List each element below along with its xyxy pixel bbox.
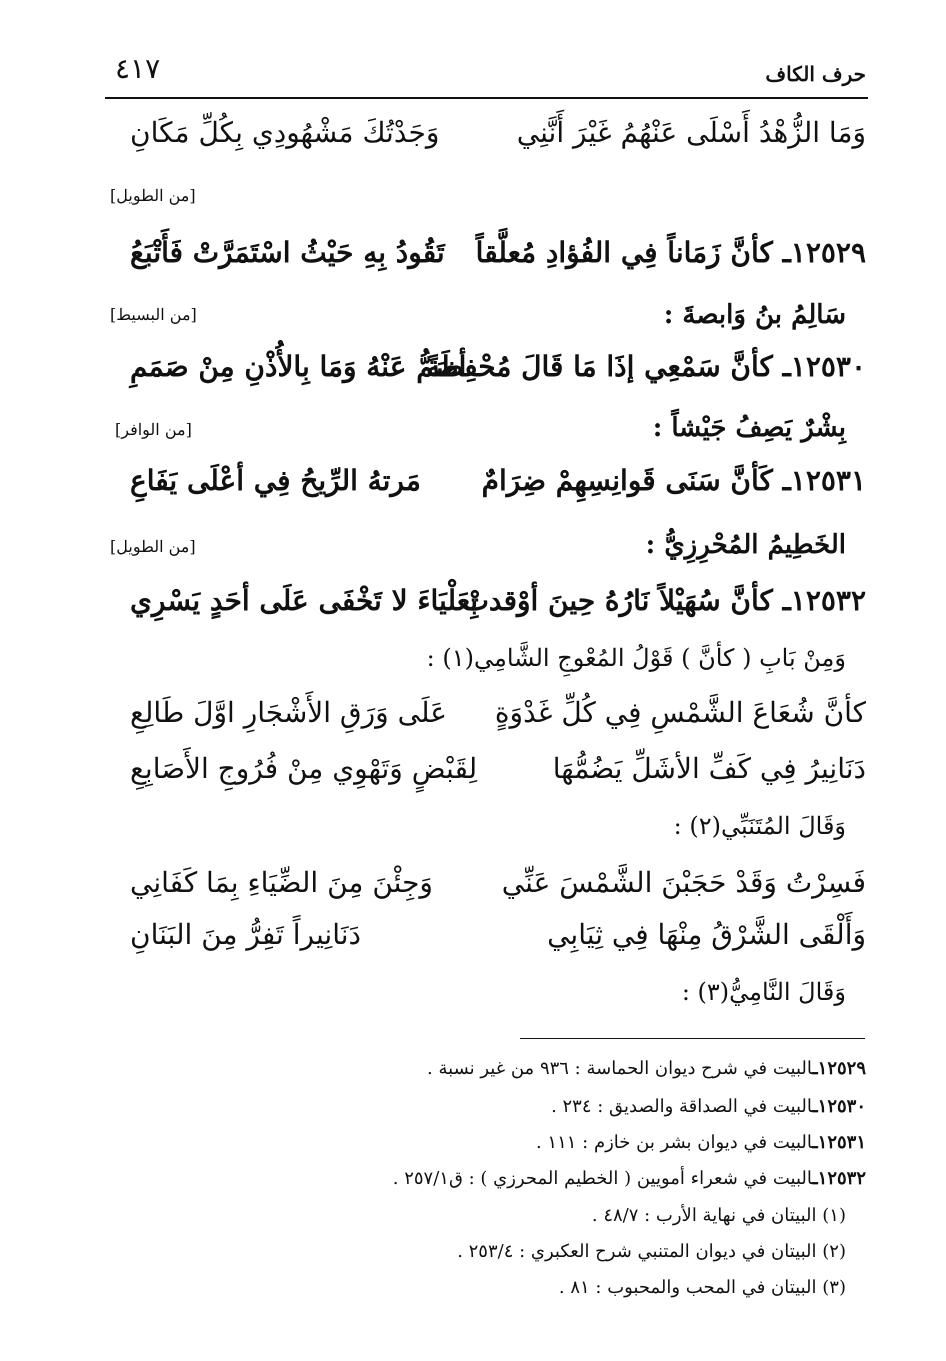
verse-line	[120, 752, 866, 802]
hemistich-first	[463, 584, 866, 617]
header-rule	[105, 97, 868, 99]
verse-line	[120, 464, 866, 514]
meter-label: [من الطويل]	[110, 537, 196, 556]
hemistich-second: عَلَى وَرَقِ الأَشْجَارِ اوَّلَ طَالِعِ	[130, 696, 447, 729]
chapter-title: حرف الكاف	[765, 62, 866, 86]
hemistich-text: كأنَّ سَمْعِي إذَا مَا قَالَ مُحْفِظَةً	[426, 350, 773, 383]
footnote	[551, 1096, 866, 1117]
verse-line	[120, 584, 866, 634]
hemistich-text: كأنَّ زَمَاناً فِي الفُؤادِ مُعلَّقاً	[475, 236, 773, 269]
verse-line	[120, 918, 866, 968]
verse-line	[120, 866, 866, 916]
footnote	[427, 1058, 866, 1079]
footnote	[536, 1132, 866, 1153]
hemistich-first: وَمَا الزُّهْدُ أَسْلَى عَنْهُمُ غَيْرَ أَنَّنِي	[516, 116, 866, 149]
hemistich-text: كأنَّ سُهَيْلاً نَارُهُ حِينَ أوْقدتْ	[462, 584, 773, 617]
hemistich-second: أصَمُّ عَنْهُ وَمَا بِالأُذْنِ مِنْ صَمَمِ	[130, 350, 467, 383]
section-intro: وَقَالَ النَّامِيُّ(٣) :	[681, 978, 846, 1006]
poet-name: سَالِمُ بنُ وَابصةَ :	[663, 300, 846, 330]
footnote-text: البيتان في المحب والمحبوب : ٨١ .	[558, 1277, 817, 1298]
footnote-text: البيت في شرح ديوان الحماسة : ٩٣٦ من غير نسبة .	[427, 1058, 813, 1079]
verse-line	[120, 696, 866, 746]
footnote-text: البيتان في نهاية الأرب : ٤٨/٧ .	[591, 1205, 817, 1226]
footnote-text: البيت في شعراء أمويين ( الخطيم المحرزي ) : ق٢٥٧/١ .	[392, 1168, 813, 1189]
footnote-text: البيت في ديوان بشر بن خازم : ١١١ .	[535, 1132, 813, 1153]
section-intro: وَقَالَ المُتَنَبِّي(٢) :	[673, 812, 846, 840]
footnote-number: (٢)	[822, 1241, 846, 1262]
footnote	[457, 1241, 846, 1262]
hemistich-first	[426, 350, 866, 383]
footnote-rule	[520, 1038, 865, 1039]
hemistich-first	[476, 236, 866, 269]
footnote	[559, 1277, 846, 1298]
poet-name: الخَطِيمُ المُحْرِزِيُّ :	[645, 530, 846, 560]
meter-label: [من الطويل]	[110, 186, 196, 205]
hemistich-second: دَنَانِيراً تَفِرُّ مِنَ البَنَانِ	[130, 918, 361, 951]
footnote-number: ١٢٥٣٠ـ	[812, 1096, 866, 1117]
hemistich-first: وَأَلْقَى الشَّرْقُ مِنْهَا فِي ثِيَابِي	[547, 918, 866, 951]
footnote-text: البيتان في ديوان المتنبي شرح العكبري : ٢٥٣/٤ .	[457, 1241, 817, 1262]
hemistich-second: بِعَلْيَاءَ لا تَخْفَى عَلَى أحَدٍ يَسْرِي	[130, 584, 479, 617]
footnote-number: ١٢٥٢٩ـ	[812, 1058, 866, 1079]
footnote-number: ١٢٥٣٢ـ	[812, 1168, 866, 1189]
hemistich-second: مَرتهُ الرِّيحُ فِي أعْلَى يَفَاعِ	[130, 464, 421, 497]
verse-line	[120, 350, 866, 400]
hemistich-text: كَأنَّ سَنَى قَوانِسِهِمْ ضِرَامٌ	[481, 464, 773, 497]
hemistich-second: وَجِئْنَ مِنَ الضِّيَاءِ بِمَا كَفَانِي	[130, 866, 433, 899]
meter-label: [من الوافر]	[115, 420, 192, 439]
verse-number: ١٢٥٣٢ـ	[782, 584, 866, 617]
footnote	[592, 1205, 846, 1226]
hemistich-first: دَنَانِيرُ فِي كَفِّ الأشَلِّ يَضُمُّهَا	[552, 752, 866, 785]
hemistich-first: فَسِرْتُ وَقَدْ حَجَبْنَ الشَّمْسَ عَنِّي	[501, 866, 866, 899]
verse-line	[120, 236, 866, 286]
verse-number: ١٢٥٢٩ـ	[782, 236, 866, 269]
footnote-number: ١٢٥٣١ـ	[812, 1132, 866, 1153]
page-number: ٤١٧	[115, 52, 161, 85]
footnote-text: البيت في الصداقة والصديق : ٢٣٤ .	[551, 1096, 813, 1117]
section-intro: وَمِنْ بَابِ ( كأنَّ ) قَوْلُ المُعْوجِ الشَّامِي(١) :	[426, 644, 846, 672]
meter-label: [من البسيط]	[110, 305, 197, 324]
hemistich-second: وَجَدْتُكَ مَشْهُودِي بِكُلِّ مَكَانِ	[130, 116, 440, 149]
hemistich-second: لِقَبْضٍ وَتَهْوِي مِنْ فُرُوجِ الأَصَابِعِ	[130, 752, 478, 785]
footnote	[393, 1168, 866, 1189]
verse-line	[120, 116, 866, 166]
hemistich-first: كأنَّ شُعَاعَ الشَّمْسِ فِي كُلِّ غَدْوَةٍ	[494, 696, 866, 729]
hemistich-first	[482, 464, 866, 497]
footnote-number: (٣)	[822, 1277, 846, 1298]
verse-number: ١٢٥٣١ـ	[782, 464, 866, 497]
footnote-number: (١)	[822, 1205, 846, 1226]
verse-number: ١٢٥٣٠ـ	[782, 350, 866, 383]
hemistich-second: تَقُودُ بِهِ حَيْثُ اسْتَمَرَّتْ فَأَتْبَعُ	[130, 236, 445, 269]
poet-name: بِشْرٌ يَصِفُ جَيْشاً :	[652, 413, 846, 443]
